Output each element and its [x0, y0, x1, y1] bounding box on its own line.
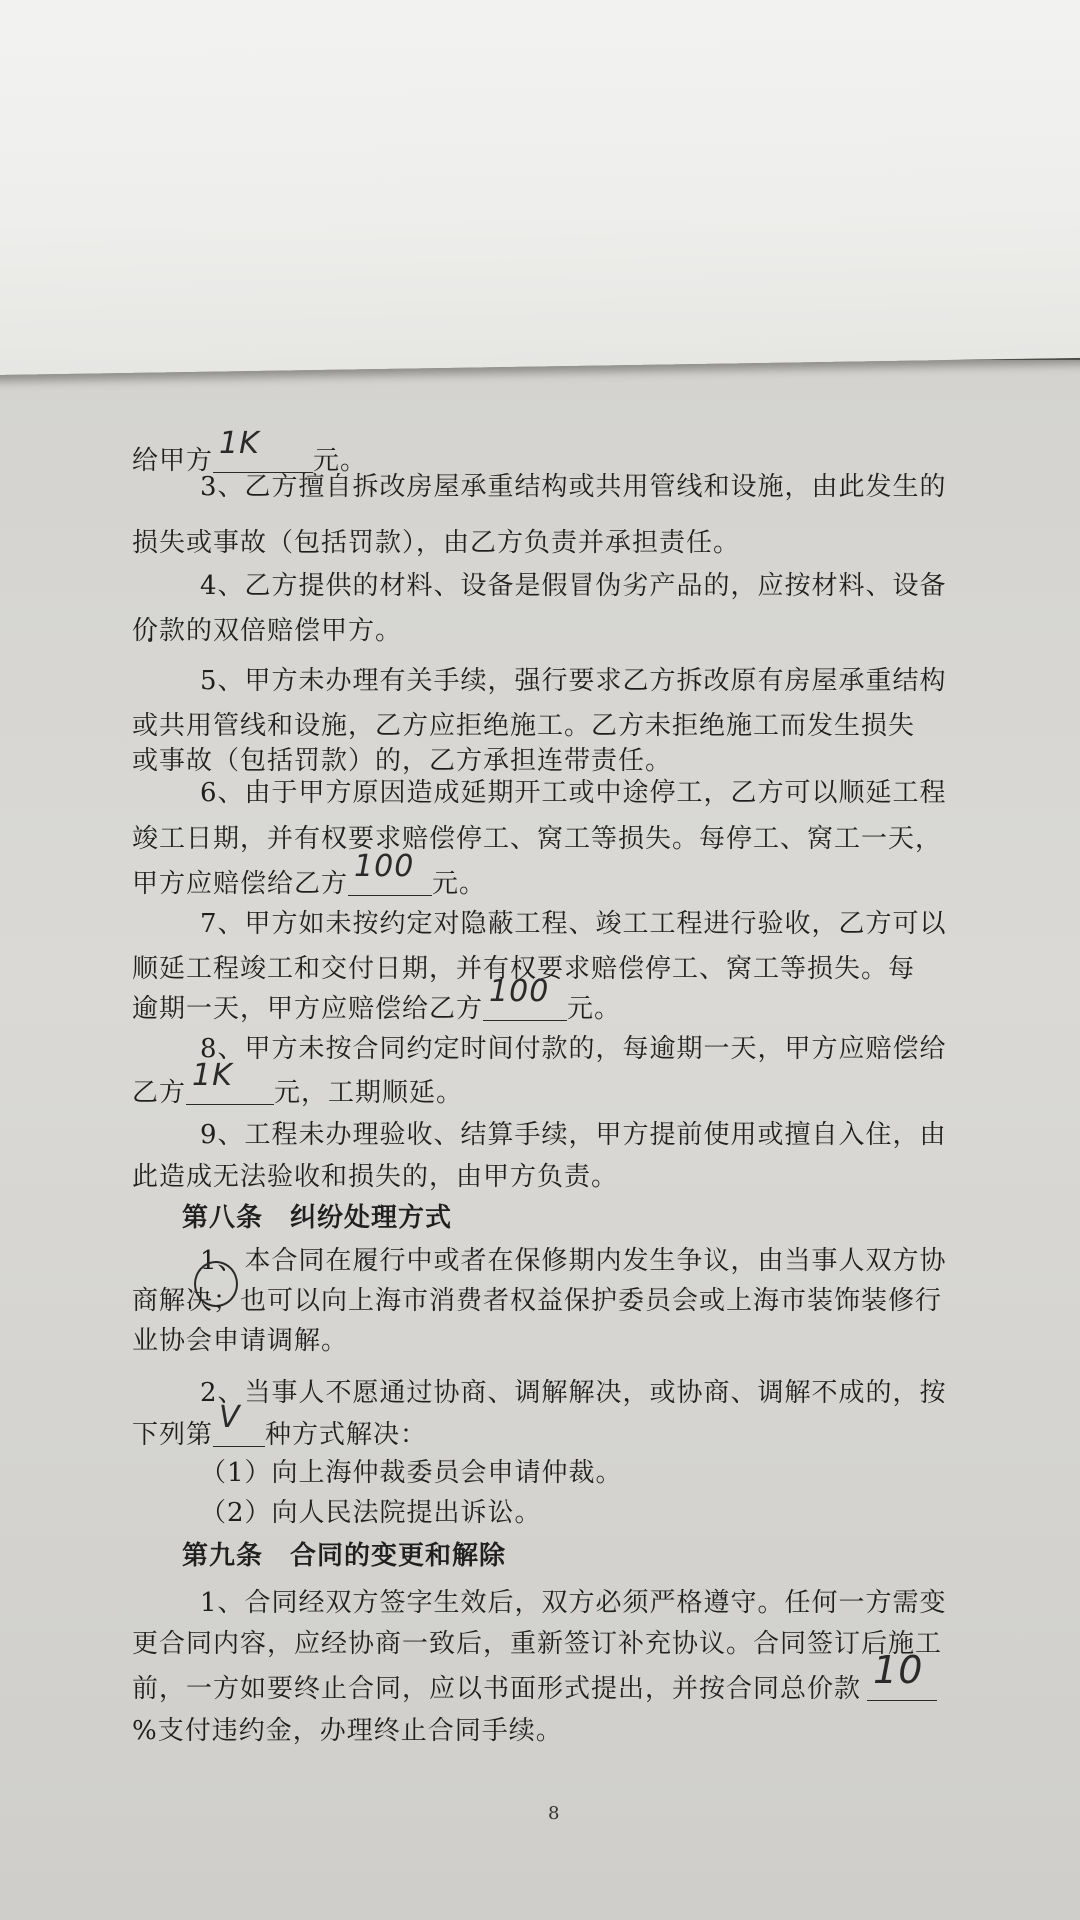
doc-line: %支付违约金，办理终止合同手续。 [132, 1716, 563, 1746]
doc-line: 4、乙方提供的材料、设备是假冒伪劣产品的，应按材料、设备 [200, 571, 947, 601]
doc-line: 商解决；也可以向上海市消费者权益保护委员会或上海市装饰装修行 [132, 1286, 943, 1316]
section-heading: 第八条 纠纷处理方式 [182, 1203, 453, 1233]
doc-line: 业协会申请调解。 [132, 1326, 349, 1356]
fill-blank [213, 1400, 265, 1447]
doc-line: 9、工程未办理验收、结算手续，甲方提前使用或擅自入住，由 [200, 1120, 947, 1150]
doc-line: 1、合同经双方签字生效后，双方必须严格遵守。任何一方需变 [200, 1588, 947, 1618]
handwritten-value: 1K [219, 426, 260, 461]
doc-line: 前，一方如要终止合同，应以书面形式提出，并按合同总价款 10 [132, 1668, 937, 1705]
doc-line: 6、由于甲方原因造成延期开工或中途停工，乙方可以顺延工程 [200, 778, 947, 808]
doc-line: 1、本合同在履行中或者在保修期内发生争议，由当事人双方协 [200, 1240, 947, 1277]
doc-line: 乙方 1K 元，工期顺延。 [132, 1058, 464, 1108]
doc-line: 7、甲方如未按约定对隐蔽工程、竣工工程进行验收，乙方可以 [200, 909, 947, 939]
doc-line: 价款的双倍赔偿甲方。 [132, 616, 403, 646]
fill-blank [186, 1058, 274, 1105]
doc-line: 3、乙方擅自拆改房屋承重结构或共用管线和设施，由此发生的 [200, 472, 947, 502]
doc-line: 2、当事人不愿通过协商、调解解决，或协商、调解不成的，按 [200, 1378, 947, 1408]
doc-line: 甲方应赔偿给乙方 100 元。 [132, 849, 487, 899]
doc-line: 更合同内容，应经协商一致后，重新签订补充协议。合同签订后施工 [132, 1629, 943, 1659]
doc-line: 或事故（包括罚款）的，乙方承担连带责任。 [132, 746, 673, 776]
handwritten-value: V [219, 1400, 241, 1435]
doc-line: （2）向人民法院提出诉讼。 [200, 1498, 542, 1528]
handwritten-value: 100 [489, 974, 550, 1009]
page-number: 8 [548, 1803, 560, 1824]
doc-line: 顺延工程竣工和交付日期，并有权要求赔偿停工、窝工等损失。每 [132, 954, 916, 984]
doc-line: 损失或事故（包括罚款），由乙方负责并承担责任。 [132, 528, 741, 558]
fill-blank [348, 849, 432, 896]
handwritten-value: 10 [873, 1648, 924, 1692]
doc-line: （1）向上海仲裁委员会申请仲裁。 [200, 1458, 623, 1488]
handwritten-value: 100 [354, 849, 415, 884]
fill-blank [483, 974, 567, 1021]
doc-line: 下列第 V 种方式解决： [132, 1400, 428, 1450]
handwritten-value: 1K [192, 1058, 233, 1093]
doc-line: 逾期一天，甲方应赔偿给乙方 100 元。 [132, 974, 622, 1024]
doc-line: 8、甲方未按合同约定时间付款的，每逾期一天，甲方应赔偿给 [200, 1034, 947, 1064]
doc-line: 或共用管线和设施，乙方应拒绝施工。乙方未拒绝施工而发生损失 [132, 711, 916, 741]
doc-line: 竣工日期，并有权要求赔偿停工、窝工等损失。每停工、窝工一天， [132, 824, 943, 854]
doc-line: 此造成无法验收和损失的，由甲方负责。 [132, 1162, 619, 1192]
fill-blank [867, 1648, 937, 1701]
doc-line: 5、甲方未办理有关手续，强行要求乙方拆改原有房屋承重结构 [200, 666, 947, 696]
section-heading: 第九条 合同的变更和解除 [182, 1541, 507, 1571]
doc-line: 给甲方 1K 元。 [132, 426, 368, 476]
